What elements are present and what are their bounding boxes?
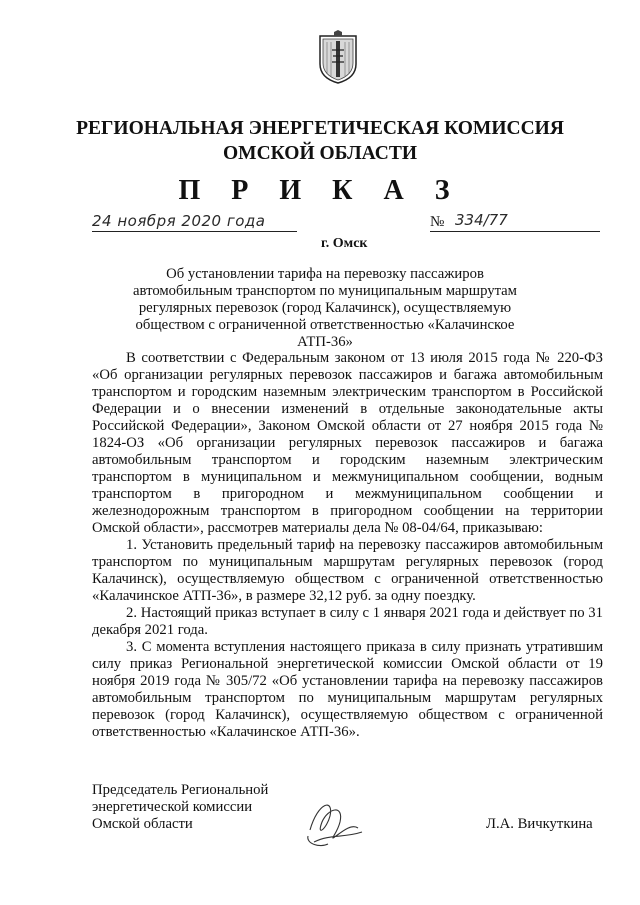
- date-underline: [92, 231, 297, 232]
- signer-position: [92, 782, 268, 833]
- organization-name-line1: РЕГИОНАЛЬНАЯ ЭНЕРГЕТИЧЕСКАЯ КОМИССИЯ: [76, 118, 564, 139]
- order-body: [92, 350, 603, 741]
- handwritten-signature-icon: [300, 792, 370, 852]
- number-underline: [430, 231, 600, 232]
- organization-name-line2: ОМСКОЙ ОБЛАСТИ: [223, 143, 417, 164]
- coat-of-arms-icon: [318, 30, 358, 84]
- item-3-paragraph: 3. С момента вступления настоящего приказа в силу признать утратившим силу приказ Региональной энергетической комиссии Омской области от 19 ноября 2019 года № 305/72 «Об установлении тарифа на перевозку пассажиров автомобильным транспортом по муниципальным маршрутам регулярных перевозок (город Калачинск), осуществляемую обществом с ограниченной ответственностью «Калачинское АТП-36».: [92, 639, 603, 740]
- signer-position-line3: Омской области: [92, 816, 193, 832]
- item-1-paragraph: 1. Установить предельный тариф на перевозку пассажиров автомобильным транспортом по муниципальным маршрутам регулярных перевозок (город Калачинск), осуществляемую обществом с ограниченной ответственностью «Калачинское АТП-36», в размере 32,12 руб. за одну поездку.: [92, 537, 603, 604]
- handwritten-number: 334/77: [455, 211, 508, 229]
- preamble-paragraph: В соответствии с Федеральным законом от 13 июля 2015 года № 220-ФЗ «Об организации регулярных перевозок пассажиров и багажа автомобильным транспортом и городским наземным электрическим транспортом в Российской Федерации и о внесении изменений в отдельные законодательные акты Российской Федерации», Законом Омской области от 27 ноября 2015 года № 1824-ОЗ «Об организации регулярных перевозок пассажиров и багажа автомобильным транспортом и городским наземным электрическим транспортом в муниципальном и межмуниципальном сообщении, водным транспортом в пригородном и межмуниципальном сообщении и железнодорожным транспортом в пригородном сообщении на территории Омской области», рассмотрев материалы дела № 08-04/64, приказываю:: [92, 350, 603, 536]
- document-type-title: П Р И К А З: [178, 175, 462, 206]
- signer-position-line1: Председатель Региональной: [92, 782, 269, 798]
- city: г. Омск: [321, 236, 368, 251]
- number-sign: №: [430, 214, 445, 230]
- handwritten-date: 24 ноября 2020 года: [92, 212, 266, 230]
- item-2-paragraph: 2. Настоящий приказ вступает в силу с 1 января 2021 года и действует по 31 декабря 2021 года.: [92, 605, 603, 638]
- order-subject: Об установлении тарифа на перевозку пассажиров автомобильным транспортом по муниципальным маршрутам регулярных перевозок (город Калачинск), осуществляемую обществом с ограниченной ответственностью «Калачинское АТП-36»: [133, 266, 517, 350]
- signer-name: Л.А. Вичкуткина: [486, 816, 593, 832]
- signer-position-line2: энергетической комиссии: [92, 799, 253, 815]
